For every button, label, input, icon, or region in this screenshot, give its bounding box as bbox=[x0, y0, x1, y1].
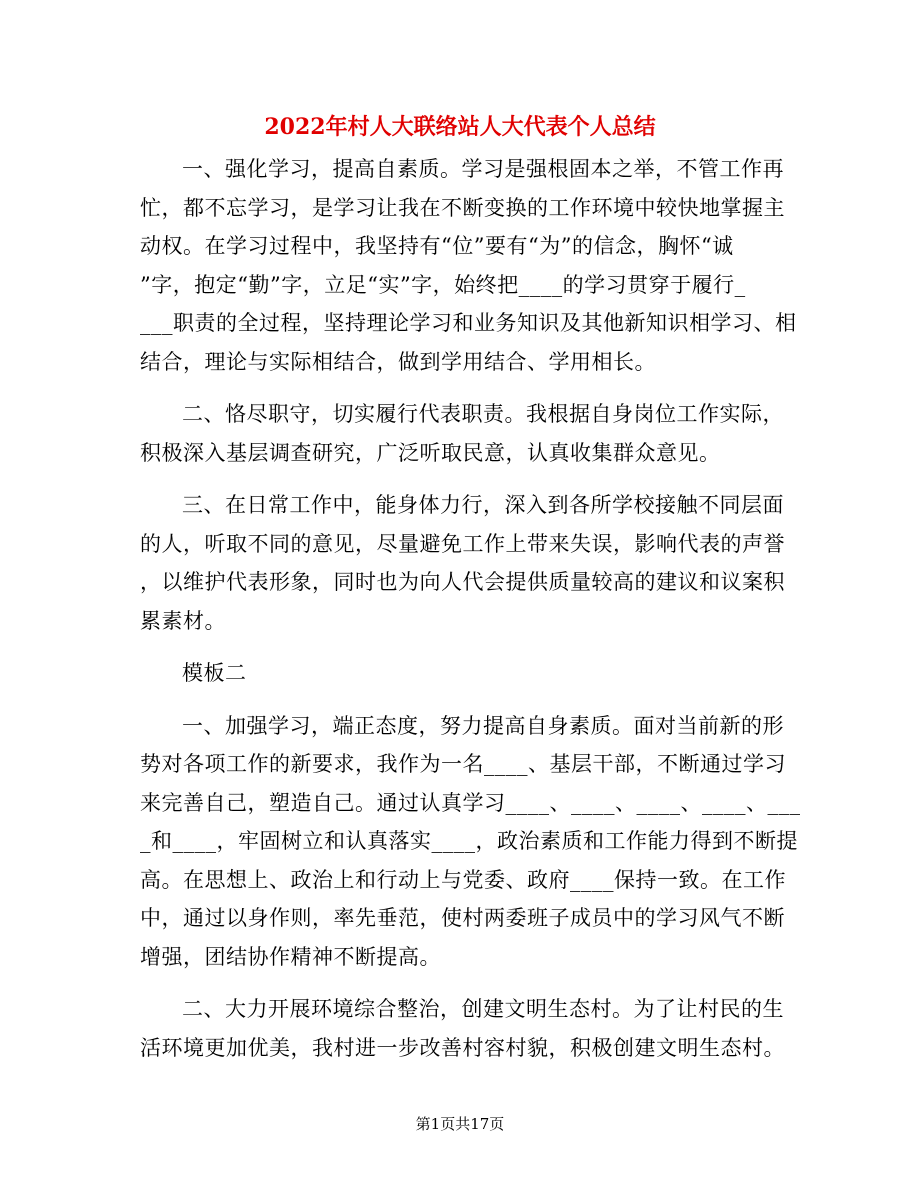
paragraph-5 bbox=[140, 707, 801, 977]
section-heading-template-two bbox=[140, 654, 788, 693]
paragraph-line: 结合，理论与实际相结合，做到学用结合、学用相长。 bbox=[140, 349, 656, 374]
paragraph-line: ”字，抱定“勤”字，立足“实”字，始终把____的学习贯穿于履行_ bbox=[140, 272, 746, 297]
paragraph-line: 二、大力开展环境综合整治，创建文明生态村。为了让村民的生 bbox=[182, 997, 784, 1021]
paragraph-line: 动权。在学习过程中，我坚持有“位”要有“为”的信念，胸怀“诚 bbox=[140, 234, 734, 258]
paragraph-1 bbox=[140, 150, 797, 381]
paragraph-line: 累素材。 bbox=[140, 608, 226, 633]
paragraph-line: _和____，牢固树立和认真落实____，政治素质和工作能力得到不断提 bbox=[140, 829, 798, 853]
paragraph-2 bbox=[140, 395, 788, 472]
paragraph-line: ，以维护代表形象，同时也为向人代会提供质量较高的建议和议案积 bbox=[140, 570, 785, 594]
paragraph-line: 一、加强学习，端正态度，努力提高自身素质。面对当前新的形 bbox=[182, 713, 784, 738]
paragraph-line: 三、在日常工作中，能身体力行，深入到各所学校接触不同层面 bbox=[182, 493, 784, 517]
page-number-footer: 第1页共17页 bbox=[415, 1115, 505, 1133]
paragraph-line: 增强，团结协作精神不断提高。 bbox=[140, 944, 441, 969]
paragraph-line: 高。在思想上、政治上和行动上与党委、政府____保持一致。在工作 bbox=[140, 867, 786, 892]
paragraph-6 bbox=[140, 990, 788, 1067]
paragraph-line: 势对各项工作的新要求，我作为一名____、基层干部，不断通过学习 bbox=[140, 752, 786, 776]
document-body bbox=[140, 150, 801, 1067]
paragraph-line: 中，通过以身作则，率先垂范，使村两委班子成员中的学习风气不断 bbox=[140, 906, 785, 930]
paragraph-line: ___职责的全过程，坚持理论学习和业务知识及其他新知识相学习、相 bbox=[140, 311, 797, 335]
paragraph-line: 来完善自己，塑造自己。通过认真学习____、____、____、____、___ bbox=[140, 790, 801, 815]
paragraph-line: 积极深入基层调查研究，广泛听取民意，认真收集群众意见。 bbox=[140, 440, 721, 465]
paragraph-3 bbox=[140, 486, 788, 640]
paragraph-line: 一、强化学习，提高自素质。学习是强根固本之举，不管工作再 bbox=[182, 157, 784, 181]
paragraph-line: 的人，听取不同的意见，尽量避免工作上带来失误，影响代表的声誉 bbox=[140, 531, 785, 556]
document-title: 2022年村人大联络站人大代表个人总结 bbox=[264, 114, 656, 140]
section-heading: 模板二 bbox=[182, 661, 247, 685]
paragraph-line: 活环境更加优美，我村进一步改善村容村貌，积极创建文明生态村。 bbox=[140, 1035, 785, 1060]
paragraph-line: 忙，都不忘学习，是学习让我在不断变换的工作环境中较快地掌握主 bbox=[140, 195, 785, 220]
paragraph-line: 二、恪尽职守，切实履行代表职责。我根据自身岗位工作实际， bbox=[182, 402, 784, 426]
